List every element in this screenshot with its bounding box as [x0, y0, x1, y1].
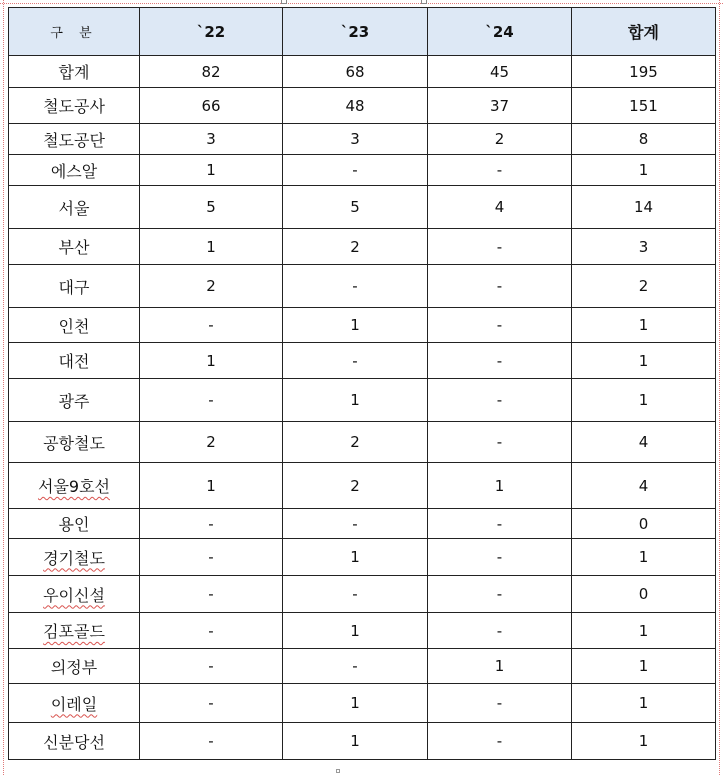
- cell-2023: -: [283, 155, 428, 186]
- cell-2023: 2: [283, 463, 428, 509]
- header-category: 구 분: [9, 8, 140, 56]
- row-label: 용인: [58, 515, 90, 534]
- header-year-22: `22: [140, 8, 283, 56]
- cell-2023: 68: [283, 56, 428, 88]
- cell-total: 151: [572, 88, 716, 124]
- cell-2022: -: [140, 509, 283, 539]
- table-row: [9, 422, 716, 463]
- table-row: [9, 649, 716, 684]
- row-label-cell: [9, 509, 140, 539]
- cell-total: 0: [572, 509, 716, 539]
- cell-2024: -: [428, 613, 572, 649]
- row-label-cell: [9, 88, 140, 124]
- cell-2022: -: [140, 723, 283, 760]
- cell-total: 2: [572, 265, 716, 308]
- cell-2022: 1: [140, 155, 283, 186]
- cell-total: 14: [572, 186, 716, 229]
- row-label: 신분당선: [43, 732, 105, 752]
- page-anchor-mark: [336, 769, 340, 773]
- row-label-cell: [9, 613, 140, 649]
- table-row: [9, 576, 716, 613]
- cell-2024: 45: [428, 56, 572, 88]
- row-label: 에스알: [50, 161, 98, 181]
- cell-total: 1: [572, 539, 716, 576]
- cell-total: 1: [572, 723, 716, 760]
- row-label: 철도공단: [43, 130, 105, 150]
- page-guide-left: [3, 0, 4, 775]
- row-label: 공항철도: [43, 433, 105, 453]
- cell-total: 195: [572, 56, 716, 88]
- row-label-cell: [9, 379, 140, 422]
- cell-total: 1: [572, 613, 716, 649]
- table-row: [9, 155, 716, 186]
- cell-total: 1: [572, 343, 716, 379]
- table-row: [9, 343, 716, 379]
- table-resize-handle[interactable]: [281, 0, 287, 4]
- cell-2023: -: [283, 343, 428, 379]
- row-label-cell: [9, 684, 140, 723]
- cell-2024: -: [428, 229, 572, 265]
- cell-2022: 1: [140, 343, 283, 379]
- cell-2022: -: [140, 308, 283, 343]
- cell-2023: 1: [283, 613, 428, 649]
- cell-total: 4: [572, 463, 716, 509]
- cell-2024: 4: [428, 186, 572, 229]
- cell-2023: -: [283, 265, 428, 308]
- row-label: 이레일: [50, 694, 98, 714]
- cell-2024: -: [428, 265, 572, 308]
- cell-2022: 3: [140, 124, 283, 155]
- table-row: [9, 265, 716, 308]
- row-label-cell: [9, 539, 140, 576]
- table-row: [9, 186, 716, 229]
- table-row: [9, 463, 716, 509]
- table-row: [9, 723, 716, 760]
- table-row: [9, 379, 716, 422]
- header-year-24: `24: [428, 8, 572, 56]
- row-label: 광주: [58, 391, 90, 411]
- cell-2024: -: [428, 343, 572, 379]
- table-row: [9, 509, 716, 539]
- row-label: 서울: [58, 198, 90, 218]
- cell-2023: 3: [283, 124, 428, 155]
- cell-2023: 1: [283, 308, 428, 343]
- cell-2024: -: [428, 684, 572, 723]
- cell-2023: -: [283, 509, 428, 539]
- cell-2024: 2: [428, 124, 572, 155]
- row-label-cell: [9, 343, 140, 379]
- cell-2022: 66: [140, 88, 283, 124]
- row-label-cell: [9, 422, 140, 463]
- cell-2024: -: [428, 422, 572, 463]
- row-label-cell: [9, 649, 140, 684]
- header-year-23: `23: [283, 8, 428, 56]
- cell-total: 1: [572, 155, 716, 186]
- railway-statistics-table: [8, 7, 716, 760]
- table-row: [9, 124, 716, 155]
- table-body: [9, 56, 716, 760]
- cell-total: 3: [572, 229, 716, 265]
- cell-2022: -: [140, 539, 283, 576]
- cell-2023: 1: [283, 723, 428, 760]
- cell-2022: -: [140, 684, 283, 723]
- row-label: 대전: [58, 352, 90, 371]
- row-label-cell: [9, 155, 140, 186]
- row-label: 대구: [58, 277, 90, 297]
- cell-total: 1: [572, 649, 716, 684]
- row-label: 서울9호선: [37, 477, 110, 496]
- table-row: [9, 613, 716, 649]
- table-row: [9, 229, 716, 265]
- cell-2023: 5: [283, 186, 428, 229]
- table-row: [9, 308, 716, 343]
- cell-2022: -: [140, 379, 283, 422]
- cell-2023: 1: [283, 684, 428, 723]
- row-label-cell: [9, 124, 140, 155]
- cell-2024: 1: [428, 463, 572, 509]
- row-label-cell: [9, 265, 140, 308]
- cell-2024: -: [428, 379, 572, 422]
- cell-2023: 1: [283, 539, 428, 576]
- cell-total: 1: [572, 379, 716, 422]
- row-label: 김포골드: [43, 622, 105, 641]
- cell-2023: 1: [283, 379, 428, 422]
- cell-total: 8: [572, 124, 716, 155]
- row-label: 철도공사: [43, 97, 105, 116]
- cell-2022: 2: [140, 265, 283, 308]
- cell-2024: -: [428, 308, 572, 343]
- cell-2022: 1: [140, 229, 283, 265]
- cell-total: 0: [572, 576, 716, 613]
- cell-2022: 2: [140, 422, 283, 463]
- cell-2024: 1: [428, 649, 572, 684]
- row-label-cell: [9, 186, 140, 229]
- table-header-row: [9, 8, 716, 56]
- row-label-cell: [9, 463, 140, 509]
- row-label: 경기철도: [43, 548, 105, 568]
- cell-2024: 37: [428, 88, 572, 124]
- row-label-cell: [9, 56, 140, 88]
- cell-2024: -: [428, 539, 572, 576]
- table-row: [9, 88, 716, 124]
- cell-2023: -: [283, 649, 428, 684]
- page-guide-right: [719, 0, 720, 775]
- cell-2023: 2: [283, 422, 428, 463]
- cell-2024: -: [428, 155, 572, 186]
- page-guide-top: [0, 3, 723, 4]
- table-row: [9, 684, 716, 723]
- row-label-cell: [9, 576, 140, 613]
- cell-total: 4: [572, 422, 716, 463]
- table-row: [9, 56, 716, 88]
- table-resize-handle[interactable]: [421, 0, 427, 4]
- table-row: [9, 539, 716, 576]
- cell-2024: -: [428, 723, 572, 760]
- cell-2022: 82: [140, 56, 283, 88]
- cell-total: 1: [572, 308, 716, 343]
- row-label: 의정부: [50, 657, 98, 677]
- row-label-cell: [9, 723, 140, 760]
- row-label: 우이신설: [43, 585, 105, 605]
- cell-2023: 48: [283, 88, 428, 124]
- cell-2022: -: [140, 649, 283, 684]
- cell-2023: 2: [283, 229, 428, 265]
- row-label-cell: [9, 229, 140, 265]
- cell-2024: -: [428, 576, 572, 613]
- cell-2022: -: [140, 576, 283, 613]
- cell-2022: 5: [140, 186, 283, 229]
- row-label: 합계: [58, 63, 90, 82]
- cell-2024: -: [428, 509, 572, 539]
- cell-2023: -: [283, 576, 428, 613]
- row-label-cell: [9, 308, 140, 343]
- row-label: 부산: [58, 238, 90, 257]
- header-total: 합계: [572, 8, 716, 56]
- cell-2022: 1: [140, 463, 283, 509]
- cell-total: 1: [572, 684, 716, 723]
- cell-2022: -: [140, 613, 283, 649]
- row-label: 인천: [58, 316, 90, 336]
